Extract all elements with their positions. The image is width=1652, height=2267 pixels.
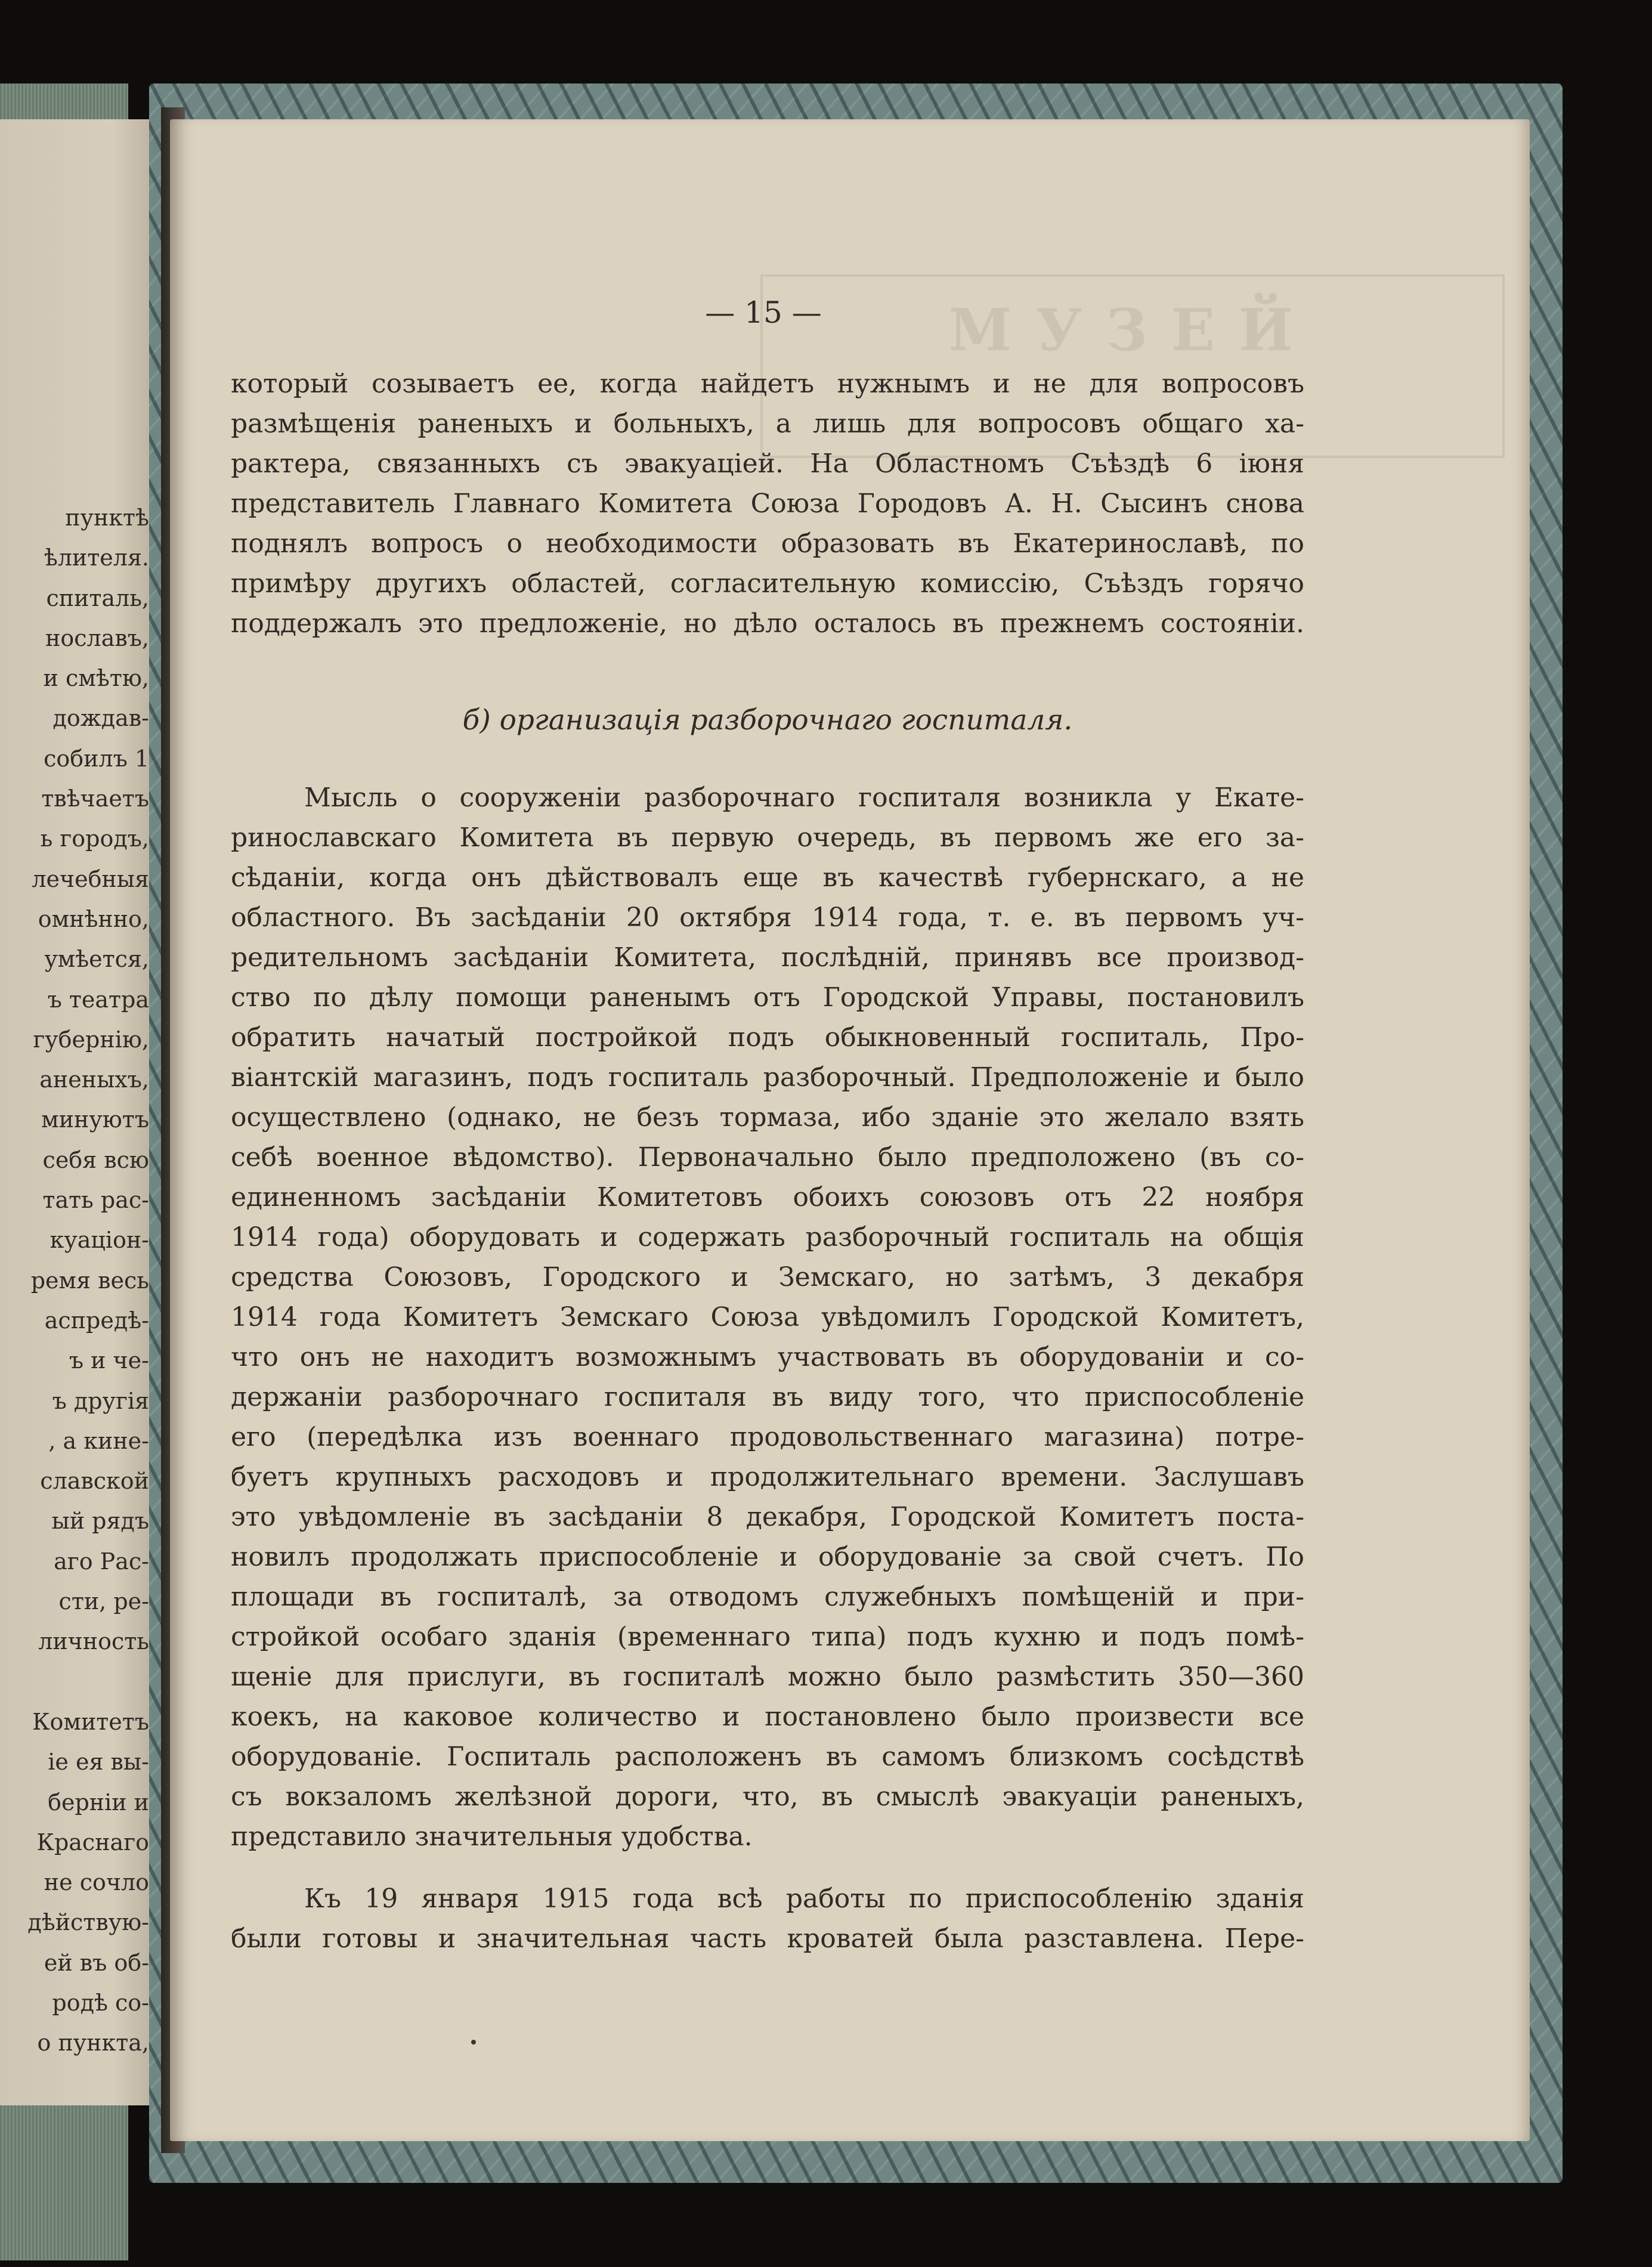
text-line: площади въ госпиталѣ, за отводомъ служебныхъ помѣщеній и при- — [231, 1582, 1304, 1612]
previous-page-line — [0, 1662, 149, 1702]
previous-page-line: ремя весь — [30, 1267, 149, 1294]
previous-page-line: іе ея вы- — [48, 1749, 149, 1776]
previous-page-line: , а кине- — [48, 1427, 149, 1454]
text-line: поднялъ вопросъ о необходимости образовать въ Екатеринославѣ, по — [231, 528, 1304, 559]
text-line: рактера, связанныхъ съ эвакуаціей. На Областномъ Съѣздѣ 6 іюня — [231, 449, 1304, 479]
previous-page-text — [0, 498, 149, 2064]
text-line: обратить начатый постройкой подъ обыкновенный госпиталь, Про- — [231, 1022, 1304, 1053]
text-line: средства Союзовъ, Городского и Земскаго, но затѣмъ, 3 декабря — [231, 1262, 1304, 1292]
previous-page-line: славской — [40, 1468, 149, 1495]
text-line: были готовы и значительная часть кроватей была разставлена. Пере- — [231, 1923, 1304, 1954]
previous-page-line: аспредѣ- — [44, 1307, 149, 1334]
text-line: единенномъ засѣданіи Комитетовъ обоихъ союзовъ отъ 22 ноября — [231, 1182, 1304, 1213]
previous-page-line: Краснаго — [36, 1829, 149, 1855]
previous-page-line: Комитетъ — [32, 1708, 149, 1735]
text-line: новилъ продолжать приспособленіе и оборудованіе за свой счетъ. По — [231, 1542, 1304, 1572]
previous-page-line: личность — [38, 1628, 149, 1655]
previous-page-line: родѣ со- — [52, 1989, 149, 2016]
previous-page-line: не сочло — [44, 1869, 149, 1896]
text-line: осуществлено (однако, не безъ тормаза, ибо зданіе это желало взять — [231, 1102, 1304, 1133]
previous-page-line: дождав- — [52, 705, 149, 732]
previous-page-line: тать рас- — [42, 1187, 149, 1214]
text-line: себѣ военное вѣдомство). Первоначально было предположено (въ со- — [231, 1142, 1304, 1173]
previous-page-line: ей въ об- — [44, 1949, 149, 1976]
text-line: который созываетъ ее, когда найдетъ нужнымъ и не для вопросовъ — [231, 369, 1304, 399]
previous-page-line: омнѣнно, — [38, 905, 149, 932]
previous-page-line: дѣйствую- — [27, 1909, 149, 1936]
previous-page-line: твѣчаетъ — [41, 785, 149, 812]
text-line: 1914 года) оборудовать и содержать разборочный госпиталь на общія — [231, 1222, 1304, 1252]
previous-page-line: губернію, — [33, 1026, 149, 1053]
previous-page-line: куаціон- — [50, 1227, 149, 1254]
section-subheading: б) организація разборочнаго госпиталя. — [462, 704, 1073, 737]
text-line: держаніи разборочнаго госпиталя въ виду того, что приспособленіе — [231, 1382, 1304, 1412]
text-line: ство по дѣлу помощи раненымъ отъ Городской Управы, постановилъ — [231, 982, 1304, 1013]
previous-page-line: ѣлителя. — [44, 545, 149, 571]
text-line: примѣру другихъ областей, согласительную комиссію, Съѣздъ горячо — [231, 568, 1304, 599]
previous-page-line: сти, ре- — [58, 1588, 149, 1615]
previous-page-line: и смѣтю, — [43, 665, 149, 692]
text-line: представитель Главнаго Комитета Союза Городовъ А. Н. Сысинъ снова — [231, 488, 1304, 519]
text-line: щеніе для прислуги, въ госпиталѣ можно было размѣстить 350—360 — [231, 1662, 1304, 1692]
previous-page-line: ый рядъ — [51, 1508, 149, 1535]
previous-page-line: лечебныя — [32, 865, 149, 892]
previous-page-line: ъ и че- — [69, 1347, 149, 1374]
ink-speck — [471, 2040, 476, 2045]
text-line: віантскій магазинъ, подъ госпиталь разборочный. Предположеніе и было — [231, 1062, 1304, 1093]
previous-page-line: берніи и — [48, 1789, 149, 1816]
previous-page-line: аненыхъ, — [39, 1066, 149, 1093]
text-line: областного. Въ засѣданіи 20 октября 1914 года, т. е. въ первомъ уч- — [231, 902, 1304, 933]
previous-page-line: минуютъ — [41, 1106, 149, 1133]
page-number: — 15 — — [705, 295, 822, 330]
text-line: 1914 года Комитетъ Земскаго Союза увѣдомилъ Городской Комитетъ, — [231, 1302, 1304, 1332]
text-line: стройкой особаго зданія (временнаго типа) подъ кухню и подъ помѣ- — [231, 1622, 1304, 1652]
previous-page-line: спиталь, — [46, 584, 149, 611]
previous-page-line: ъ другія — [52, 1387, 149, 1414]
text-line: ринославскаго Комитета въ первую очередь, въ первомъ же его за- — [231, 822, 1304, 853]
previous-page-line: нославъ, — [45, 624, 149, 651]
previous-page-line: себя всю — [42, 1146, 149, 1173]
previous-page-line: ь городъ, — [40, 825, 149, 852]
previous-page-line: пунктѣ — [65, 505, 149, 531]
library-stamp: МУЗЕЙ — [760, 274, 1505, 458]
text-line: коекъ, на каковое количество и постановлено было произвести все — [231, 1702, 1304, 1732]
text-line: сѣданіи, когда онъ дѣйствовалъ еще въ качествѣ губернскаго, а не — [231, 862, 1304, 893]
text-line: буетъ крупныхъ расходовъ и продолжительнаго времени. Заслушавъ — [231, 1462, 1304, 1492]
text-line: съ вокзаломъ желѣзной дороги, что, въ смыслѣ эвакуаціи раненыхъ, — [231, 1782, 1304, 1812]
previous-page-line: о пункта, — [37, 2030, 149, 2056]
text-line: редительномъ засѣданіи Комитета, послѣдній, принявъ все производ- — [231, 942, 1304, 973]
previous-page-line: аго Рас- — [54, 1548, 149, 1575]
text-line: оборудованіе. Госпиталь расположенъ въ самомъ близкомъ сосѣдствѣ — [231, 1742, 1304, 1772]
text-line: поддержалъ это предложеніе, но дѣло осталось въ прежнемъ состояніи. — [231, 608, 1304, 639]
text-line: размѣщенія раненыхъ и больныхъ, а лишь для вопросовъ общаго ха- — [231, 409, 1304, 439]
text-line: его (передѣлка изъ военнаго продовольственнаго магазина) потре- — [231, 1422, 1304, 1452]
text-line: что онъ не находитъ возможнымъ участвовать въ оборудованіи и со- — [231, 1342, 1304, 1372]
previous-page — [0, 119, 161, 2105]
text-line: представило значительныя удобства. — [231, 1821, 753, 1852]
previous-page-line: умѣется, — [44, 946, 149, 973]
text-line: Къ 19 января 1915 года всѣ работы по приспособленію зданія — [304, 1884, 1304, 1914]
text-line: это увѣдомленіе въ засѣданіи 8 декабря, Городской Комитетъ поста- — [231, 1502, 1304, 1532]
previous-page-line: ъ театра — [47, 986, 149, 1013]
previous-page-line: собилъ 1 — [44, 745, 149, 772]
left-book-cloth-bottom — [0, 2147, 128, 2225]
text-line: Мысль о сооруженіи разборочнаго госпиталя возникла у Екате- — [304, 783, 1304, 813]
